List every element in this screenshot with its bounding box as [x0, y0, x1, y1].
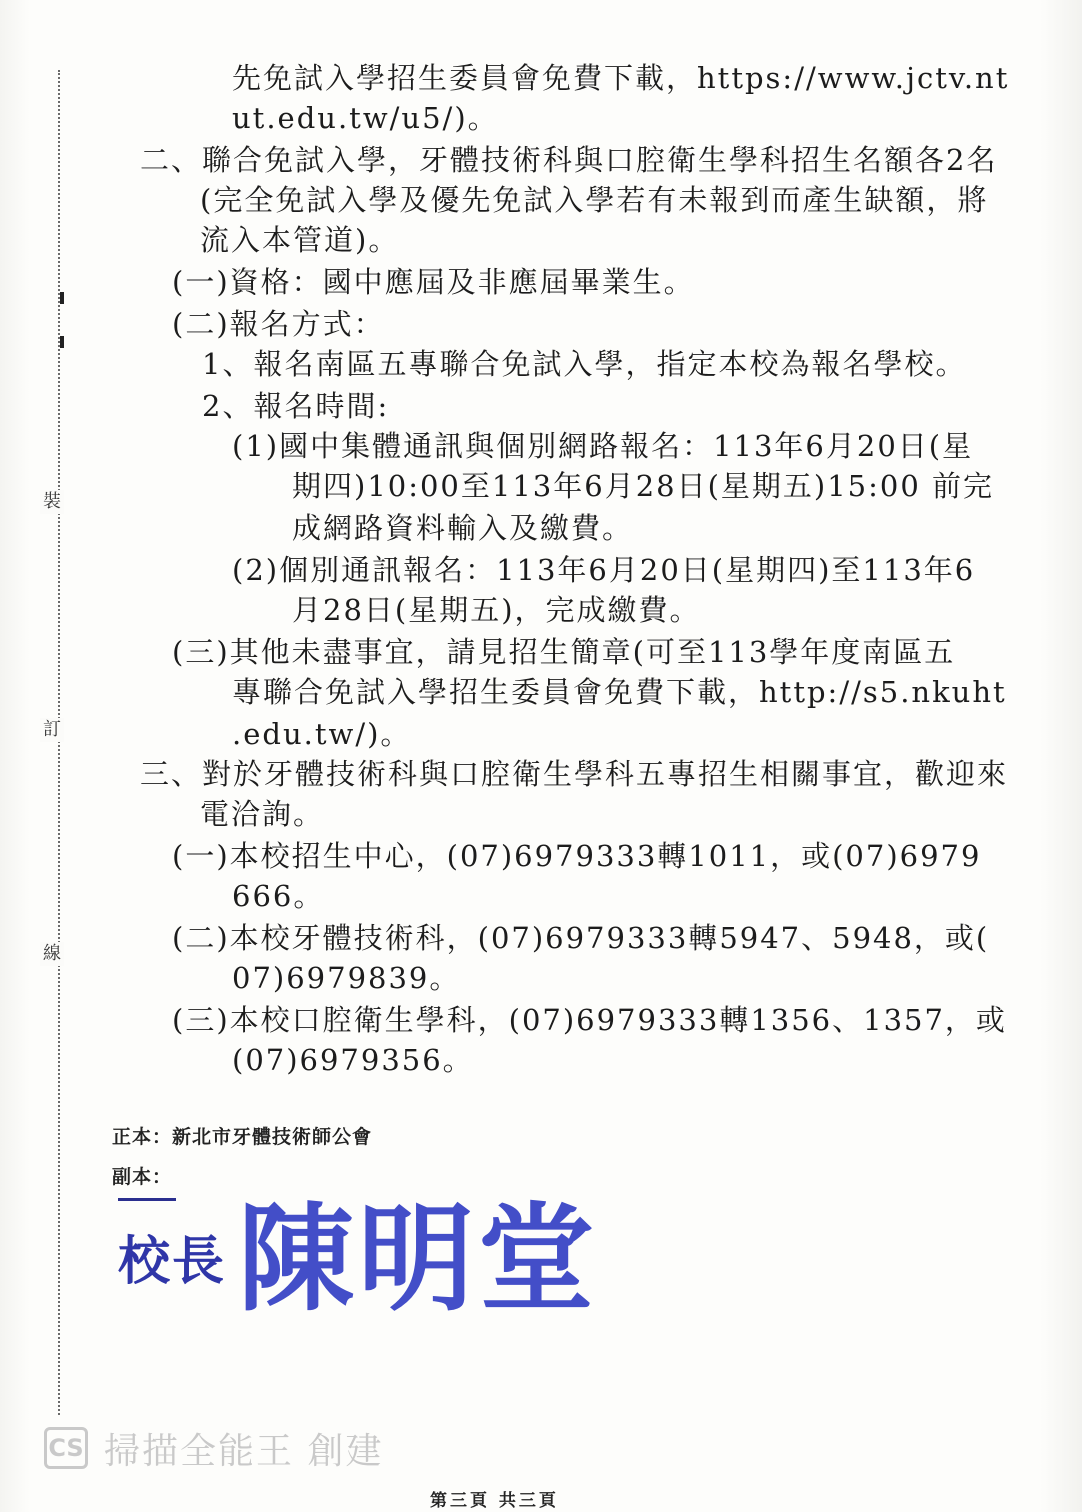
body-line: .edu.tw/)。 [232, 717, 412, 751]
page-number: 第三頁 共三頁 [430, 1491, 559, 1511]
section-heading: 三、對於牙體技術科與口腔衛生學科五專招生相關事宜，歡迎來 [140, 757, 1009, 791]
body-line: 電洽詢。 [200, 797, 325, 831]
binding-label-staple: 訂 [40, 718, 64, 742]
body-line: (三)其他未盡事宜，請見招生簡章(可至113學年度南區五 [172, 635, 956, 669]
signature-title-stamp: 校長 [118, 1232, 227, 1292]
body-line: (07)6979356。 [232, 1043, 474, 1077]
body-line: 先免試入學招生委員會免費下載，https://www.jctv.nt [232, 61, 1010, 95]
body-line: (完全免試入學及優先免試入學若有未報到而產生缺額，將 [200, 183, 989, 217]
stamp-rule [118, 1198, 176, 1201]
body-line: (二)報名方式： [172, 307, 385, 341]
body-line: 流入本管道)。 [200, 223, 400, 257]
binding-tick-mark [60, 292, 64, 304]
binding-label-bind: 裝 [40, 490, 64, 514]
scanner-watermark [44, 1424, 383, 1472]
body-line: (三)本校口腔衛生學科，(07)6979333轉1356、1357，或 [172, 1003, 1007, 1037]
body-line: 1、報名南區五專聯合免試入學，指定本校為報名學校。 [202, 347, 967, 381]
body-line: 期四)10:00至113年6月28日(星期五)15:00 前完 [292, 469, 995, 503]
body-line: ut.edu.tw/u5/)。 [232, 101, 499, 135]
body-line: (二)本校牙體技術科，(07)6979333轉5947、5948，或( [172, 921, 990, 955]
binding-label-line: 線 [40, 942, 64, 966]
body-line: 2、報名時間: [202, 389, 390, 423]
distribution-copy: 副本： [112, 1166, 173, 1188]
binding-dotted-line [58, 70, 60, 1415]
body-line: 成網路資料輸入及繳費。 [292, 511, 634, 545]
body-line: 專聯合免試入學招生委員會免費下載，http://s5.nkuht [232, 675, 1007, 709]
camscanner-logo-icon: CS [44, 1427, 88, 1469]
binding-tick-mark [60, 336, 64, 348]
section-heading: 二、聯合免試入學，牙體技術科與口腔衛生學科招生名額各2名 [140, 143, 998, 177]
body-line: 月28日(星期五)，完成繳費。 [292, 593, 701, 627]
signature-name-stamp: 陳明堂 [238, 1192, 598, 1327]
body-line: (一)本校招生中心，(07)6979333轉1011，或(07)6979 [172, 839, 982, 873]
distribution-main: 正本：新北市牙體技術師公會 [112, 1126, 373, 1148]
body-line: 666。 [232, 879, 325, 913]
watermark-text: 掃描全能王 創建 [104, 1430, 384, 1472]
body-line: (2)個別通訊報名：113年6月20日(星期四)至113年6 [232, 553, 976, 587]
body-line: 07)6979839。 [232, 961, 461, 995]
body-line: (一)資格：國中應屆及非應屆畢業生。 [172, 265, 695, 299]
body-line: (1)國中集體通訊與個別網路報名：113年6月20日(星 [232, 429, 974, 463]
